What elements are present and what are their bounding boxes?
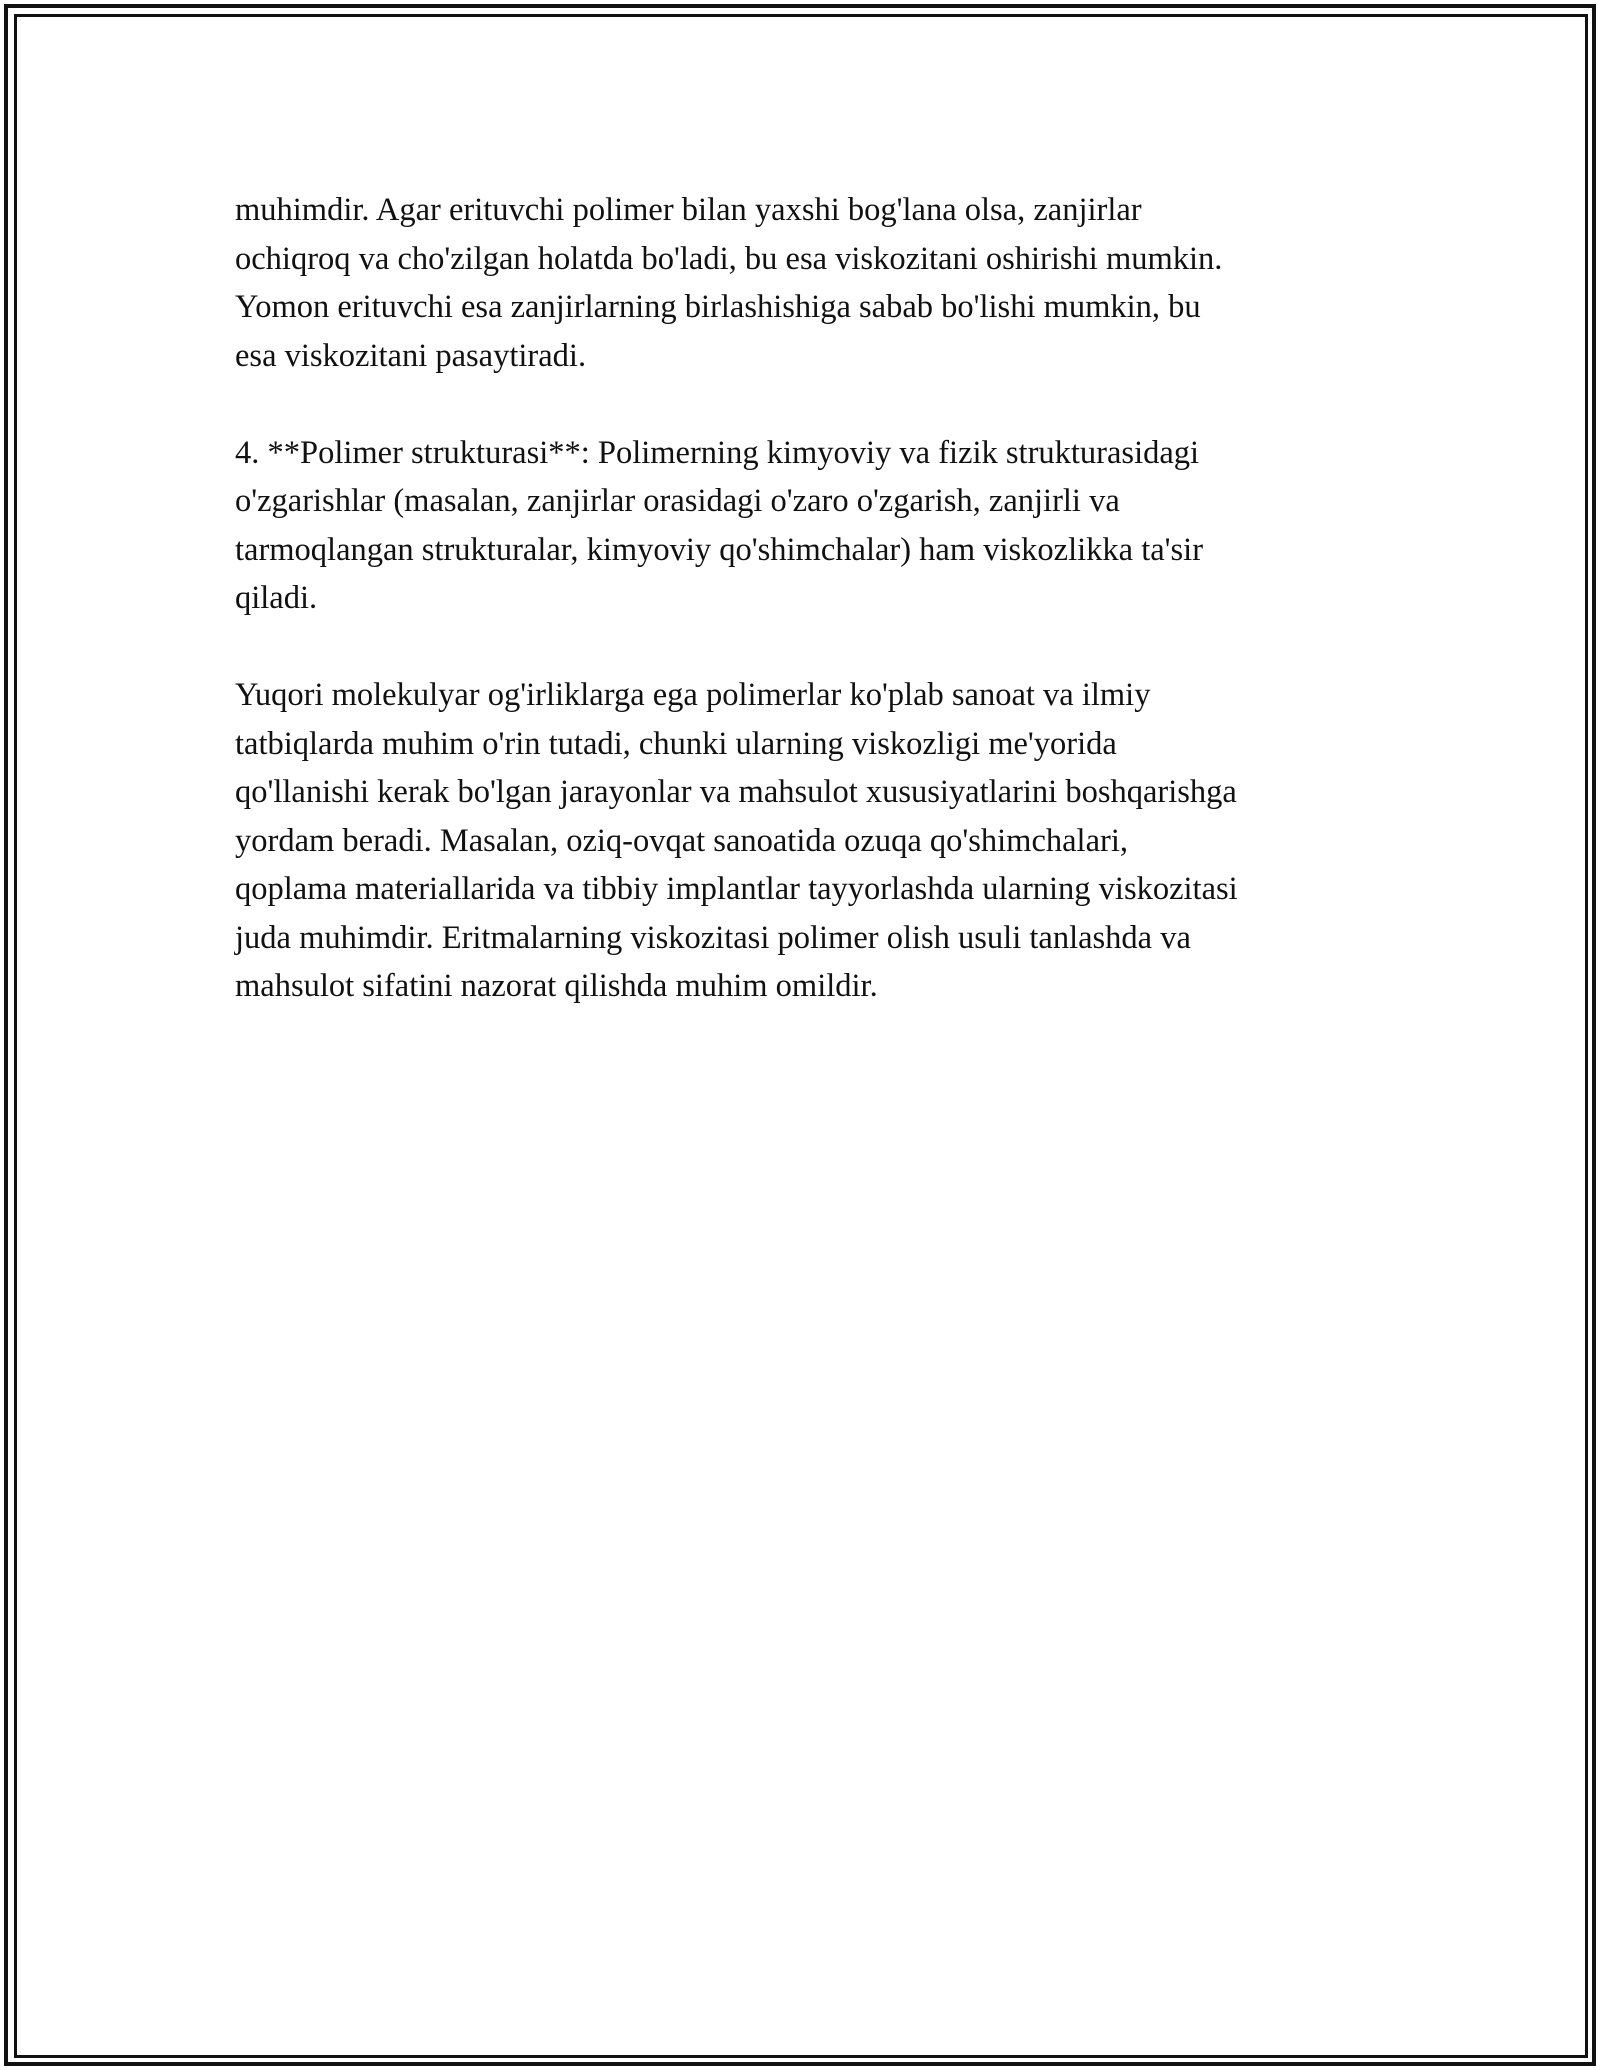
- text-line: tarmoqlangan strukturalar, kimyoviy qo'shimchalar) ham viskozlikka ta'sir: [235, 531, 1204, 568]
- text-line: tatbiqlarda muhim o'rin tutadi, chunki ularning viskozligi me'yorida: [235, 725, 1117, 762]
- text-line: ochiqroq va cho'zilgan holatda bo'ladi, bu esa viskozitani oshirishi mumkin.: [235, 240, 1223, 277]
- text-line: qiladi.: [235, 580, 318, 616]
- paragraph-polymer-structure: [235, 429, 1415, 623]
- paragraph-conclusion: [235, 671, 1415, 1011]
- text-line: esa viskozitani pasaytiradi.: [235, 337, 587, 374]
- text-line: Yomon erituvchi esa zanjirlarning birlashishiga sabab bo'lishi mumkin, bu: [235, 289, 1201, 325]
- text-line: qoplama materiallarida va tibbiy implantlar tayyorlashda ularning viskozitasi: [235, 871, 1238, 907]
- text-line: Yuqori molekulyar og'irliklarga ega polimerlar ko'plab sanoat va ilmiy: [235, 677, 1151, 713]
- text-line: mahsulot sifatini nazorat qilishda muhim omildir.: [235, 968, 878, 1004]
- text-line: o'zgarishlar (masalan, zanjirlar orasidagi o'zaro o'zgarish, zanjirli va: [235, 483, 1120, 519]
- paragraph-solvent-effect: [235, 186, 1415, 380]
- text-line: muhimdir. Agar erituvchi polimer bilan yaxshi bog'lana olsa, zanjirlar: [235, 192, 1142, 228]
- document-body: [235, 186, 1415, 1059]
- text-line: qo'llanishi kerak bo'lgan jarayonlar va mahsulot xususiyatlarini boshqarishga: [235, 774, 1237, 810]
- text-line: yordam beradi. Masalan, oziq-ovqat sanoatida ozuqa qo'shimchalari,: [235, 822, 1128, 859]
- text-line: juda muhimdir. Eritmalarning viskozitasi polimer olish usuli tanlashda va: [235, 919, 1191, 956]
- text-line: 4. **Polimer strukturasi**: Polimerning kimyoviy va fizik strukturasidagi: [235, 434, 1200, 471]
